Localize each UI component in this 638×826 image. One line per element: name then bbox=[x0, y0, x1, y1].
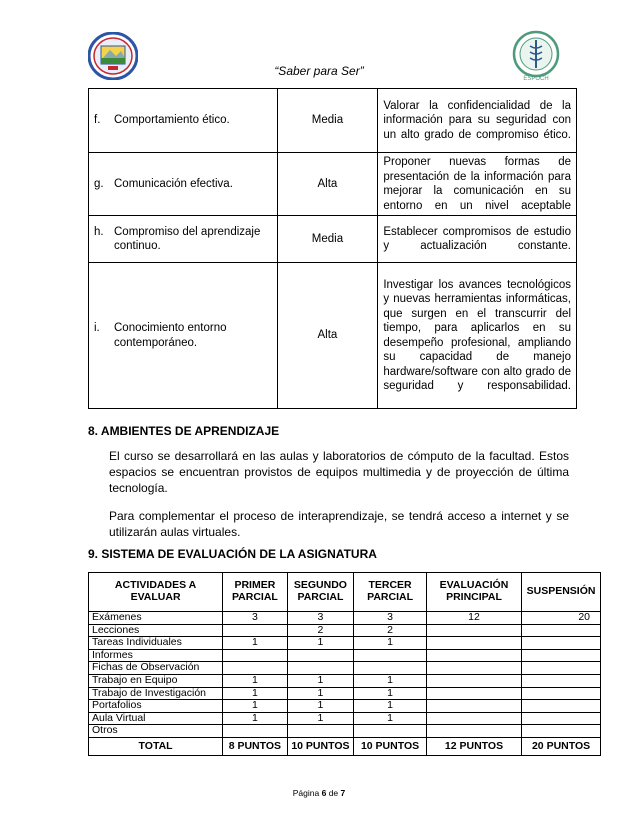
score-cell: 1 bbox=[354, 700, 427, 713]
score-cell: 1 bbox=[223, 687, 288, 700]
score-cell: 1 bbox=[223, 674, 288, 687]
table-row bbox=[89, 649, 601, 662]
score-cell: 1 bbox=[223, 637, 288, 650]
footer-page-number: 6 bbox=[321, 788, 327, 798]
competency-level: Alta bbox=[277, 153, 378, 216]
score-cell bbox=[522, 725, 601, 738]
table-row bbox=[89, 687, 601, 700]
competency-description: Proponer nuevas formas de presentación de la información para mejorar la comunicación en su entorno en un nivel aceptable bbox=[378, 153, 577, 216]
activity-name-cell: Trabajo en Equipo bbox=[89, 674, 223, 687]
score-cell bbox=[522, 687, 601, 700]
table-row bbox=[89, 674, 601, 687]
table-row bbox=[89, 700, 601, 713]
score-cell bbox=[426, 725, 521, 738]
score-cell bbox=[223, 649, 288, 662]
page-motto: “Saber para Ser” bbox=[274, 64, 364, 78]
score-cell: 3 bbox=[354, 612, 427, 625]
score-cell: 1 bbox=[287, 687, 354, 700]
score-cell bbox=[223, 725, 288, 738]
score-cell: 3 bbox=[287, 612, 354, 625]
column-header: ACTIVIDADES A EVALUAR bbox=[89, 573, 223, 612]
score-cell: 1 bbox=[354, 637, 427, 650]
score-cell: 1 bbox=[354, 687, 427, 700]
total-cell: 12 PUNTOS bbox=[426, 737, 521, 755]
total-cell: 20 PUNTOS bbox=[522, 737, 601, 755]
score-cell bbox=[426, 637, 521, 650]
table-row bbox=[89, 263, 577, 409]
competency-name: Comunicación efectiva. bbox=[114, 177, 233, 190]
column-header: TERCER PARCIAL bbox=[354, 573, 427, 612]
score-cell bbox=[522, 700, 601, 713]
total-cell: 10 PUNTOS bbox=[354, 737, 427, 755]
score-cell bbox=[354, 725, 427, 738]
score-cell bbox=[426, 712, 521, 725]
score-cell bbox=[287, 725, 354, 738]
score-cell: 1 bbox=[223, 712, 288, 725]
score-cell: 1 bbox=[223, 700, 288, 713]
score-cell: 12 bbox=[426, 612, 521, 625]
faculty-logo-text: ESPOCH bbox=[523, 76, 549, 82]
footer-of-word: de bbox=[328, 788, 339, 798]
activity-name-cell: Lecciones bbox=[89, 624, 223, 637]
score-cell: 2 bbox=[354, 624, 427, 637]
score-cell: 1 bbox=[287, 637, 354, 650]
table-row bbox=[89, 216, 577, 263]
table-row bbox=[89, 612, 601, 625]
score-cell bbox=[522, 662, 601, 675]
section-9-heading: 9. SISTEMA DE EVALUACIÓN DE LA ASIGNATURA bbox=[88, 547, 377, 561]
activity-name-cell: Tareas Individuales bbox=[89, 637, 223, 650]
competency-level: Media bbox=[277, 216, 378, 263]
score-cell: 2 bbox=[287, 624, 354, 637]
score-cell bbox=[287, 649, 354, 662]
footer-total-pages: 7 bbox=[340, 788, 346, 798]
table-row bbox=[89, 725, 601, 738]
competency-description: Investigar los avances tecnológicos y nuevas herramientas informáticas, que surgen en el transcurrir del tiempo, para aplicarlos en su desempeño profesional, ampliando su capacidad de manejo hardware/software con alto grado de seguridad y responsabilidad. bbox=[378, 263, 577, 409]
total-cell: 10 PUNTOS bbox=[287, 737, 354, 755]
score-cell bbox=[522, 712, 601, 725]
score-cell: 20 bbox=[522, 612, 601, 625]
score-cell bbox=[426, 662, 521, 675]
score-cell bbox=[426, 687, 521, 700]
table-row bbox=[89, 153, 577, 216]
table-row bbox=[89, 624, 601, 637]
score-cell bbox=[522, 649, 601, 662]
competency-letter: f. bbox=[94, 114, 101, 127]
section-8-heading: 8. AMBIENTES DE APRENDIZAJE bbox=[88, 424, 280, 438]
table-row bbox=[89, 712, 601, 725]
score-cell bbox=[354, 662, 427, 675]
score-cell bbox=[223, 662, 288, 675]
score-cell bbox=[426, 700, 521, 713]
page-footer bbox=[0, 788, 638, 798]
score-cell bbox=[426, 624, 521, 637]
competency-name: Conocimiento entorno contemporáneo. bbox=[114, 322, 227, 349]
total-cell: 8 PUNTOS bbox=[223, 737, 288, 755]
activity-name-cell: Aula Virtual bbox=[89, 712, 223, 725]
competency-letter: i. bbox=[94, 322, 100, 334]
score-cell bbox=[522, 624, 601, 637]
activity-name-cell: Portafolios bbox=[89, 700, 223, 713]
competencies-table bbox=[88, 88, 577, 409]
competency-letter: h. bbox=[94, 225, 104, 238]
score-cell: 1 bbox=[287, 712, 354, 725]
table-row bbox=[89, 662, 601, 675]
column-header: SUSPENSIÓN bbox=[522, 573, 601, 612]
score-cell bbox=[223, 624, 288, 637]
competency-description: Valorar la confidencialidad de la información para su seguridad con un alto grado de compromiso ético. bbox=[378, 89, 577, 153]
score-cell bbox=[354, 649, 427, 662]
evaluation-total-row bbox=[89, 737, 601, 755]
score-cell: 1 bbox=[354, 712, 427, 725]
column-header: PRIMER PARCIAL bbox=[223, 573, 288, 612]
column-header: EVALUACIÓN PRINCIPAL bbox=[426, 573, 521, 612]
footer-page-word: Página bbox=[292, 788, 320, 798]
score-cell bbox=[426, 674, 521, 687]
activity-name-cell: Trabajo de Investigación bbox=[89, 687, 223, 700]
evaluation-header-row bbox=[89, 573, 601, 612]
table-row bbox=[89, 89, 577, 153]
score-cell bbox=[287, 662, 354, 675]
table-row bbox=[89, 637, 601, 650]
competency-letter: g. bbox=[94, 177, 104, 190]
score-cell: 1 bbox=[287, 674, 354, 687]
competency-level: Alta bbox=[277, 263, 378, 409]
section-8-paragraph-2: Para complementar el proceso de interaprendizaje, se tendrá acceso a internet y se utilizarán aulas virtuales. bbox=[109, 509, 569, 539]
activity-name-cell: Fichas de Observación bbox=[89, 662, 223, 675]
competency-description: Establecer compromisos de estudio y actualización constante. bbox=[378, 216, 577, 263]
evaluation-table bbox=[88, 572, 601, 756]
competency-name: Comportamiento ético. bbox=[114, 114, 230, 127]
score-cell bbox=[426, 649, 521, 662]
score-cell bbox=[522, 674, 601, 687]
score-cell: 3 bbox=[223, 612, 288, 625]
section-8-paragraph-1: El curso se desarrollará en las aulas y laboratorios de cómputo de la facultad. Estos espacios se encuentran provistos de equipos multimedia y de proyección de última tecnología. bbox=[109, 449, 569, 495]
competency-name: Compromiso del aprendizaje continuo. bbox=[114, 225, 261, 252]
column-header: SEGUNDO PARCIAL bbox=[287, 573, 354, 612]
score-cell: 1 bbox=[354, 674, 427, 687]
score-cell bbox=[522, 637, 601, 650]
activity-name-cell: Otros bbox=[89, 725, 223, 738]
total-label: TOTAL bbox=[89, 737, 223, 755]
activity-name-cell: Informes bbox=[89, 649, 223, 662]
activity-name-cell: Exámenes bbox=[89, 612, 223, 625]
score-cell: 1 bbox=[287, 700, 354, 713]
competency-level: Media bbox=[277, 89, 378, 153]
